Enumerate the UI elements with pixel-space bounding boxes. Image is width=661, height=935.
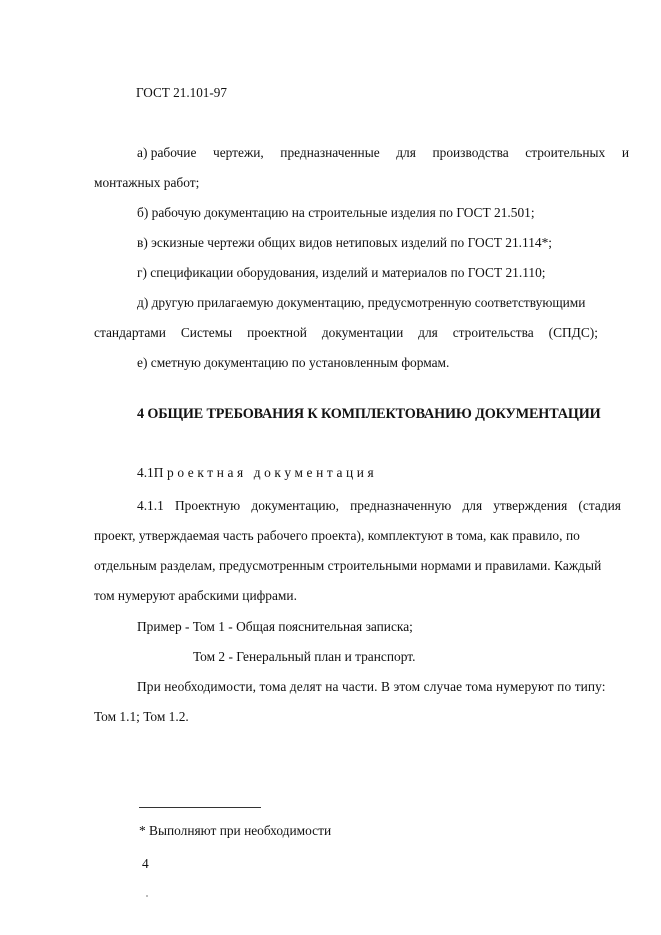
- word: утверждения: [493, 498, 568, 513]
- word: строительных: [525, 145, 606, 160]
- word: производства: [432, 145, 509, 160]
- subsection-heading: [137, 466, 377, 479]
- word: предназначенные: [280, 145, 380, 160]
- word: а) рабочие: [137, 145, 197, 160]
- section-title: 4 ОБЩИЕ ТРЕБОВАНИЯ К КОМПЛЕКТОВАНИЮ ДОКУМЕНТАЦИИ: [137, 406, 601, 422]
- word: проектной: [247, 325, 307, 340]
- word: 4.1.1: [137, 498, 164, 513]
- word: для: [396, 145, 416, 160]
- word: строительства: [452, 325, 534, 340]
- paragraph-411-line4: том нумеруют арабскими цифрами.: [94, 588, 297, 603]
- list-item-g: г) спецификации оборудования, изделий и материалов по ГОСТ 21.110;: [137, 265, 546, 280]
- document-header: ГОСТ 21.101-97: [136, 85, 227, 100]
- list-item-v: в) эскизные чертежи общих видов нетиповых изделий по ГОСТ 21.114*;: [137, 235, 553, 250]
- word: и: [621, 145, 629, 160]
- word: документацию,: [251, 498, 339, 513]
- footnote-separator: [139, 807, 261, 808]
- word: для: [462, 498, 483, 513]
- example-volume-1: Пример - Том 1 - Общая пояснительная записка;: [137, 619, 413, 634]
- word: (стадия: [578, 498, 621, 513]
- list-item-a-line1: [137, 146, 629, 159]
- scan-speck: [146, 895, 148, 897]
- paragraph-411-line3: отдельным разделам, предусмотренным строительными нормами и правилами. Каждый: [94, 558, 602, 573]
- list-item-b: б) рабочую документацию на строительные изделия по ГОСТ 21.501;: [137, 205, 535, 220]
- paragraph-411-line2: проект, утверждаемая часть рабочего проекта), комплектуют в тома, как правило, по: [94, 528, 580, 543]
- paragraph-parts-line2: Том 1.1; Том 1.2.: [94, 709, 189, 724]
- word: Проектную: [174, 498, 241, 513]
- subsection-number: 4.1: [137, 465, 154, 480]
- list-item-a-line2: монтажных работ;: [94, 175, 200, 190]
- paragraph-parts-line1: При необходимости, тома делят на части. В этом случае тома нумеруют по типу:: [137, 679, 606, 694]
- paragraph-411-line1: [137, 499, 621, 512]
- list-item-e: е) сметную документацию по установленным формам.: [137, 355, 450, 370]
- example-volume-2: Том 2 - Генеральный план и транспорт.: [193, 649, 416, 664]
- word: документации: [321, 325, 404, 340]
- word: (СПДС);: [548, 325, 598, 340]
- word: предназначенную: [350, 498, 452, 513]
- word: чертежи,: [212, 145, 264, 160]
- footnote: * Выполняют при необходимости: [139, 823, 332, 838]
- list-item-d-line2: [94, 326, 598, 339]
- list-item-d-line1: д) другую прилагаемую документацию, предусмотренную соответствующими: [137, 295, 586, 310]
- word: для: [418, 325, 438, 340]
- word: Системы: [180, 325, 233, 340]
- subsection-title: Проектная документация: [153, 465, 378, 480]
- page-number: 4: [142, 856, 149, 871]
- word: стандартами: [94, 325, 166, 340]
